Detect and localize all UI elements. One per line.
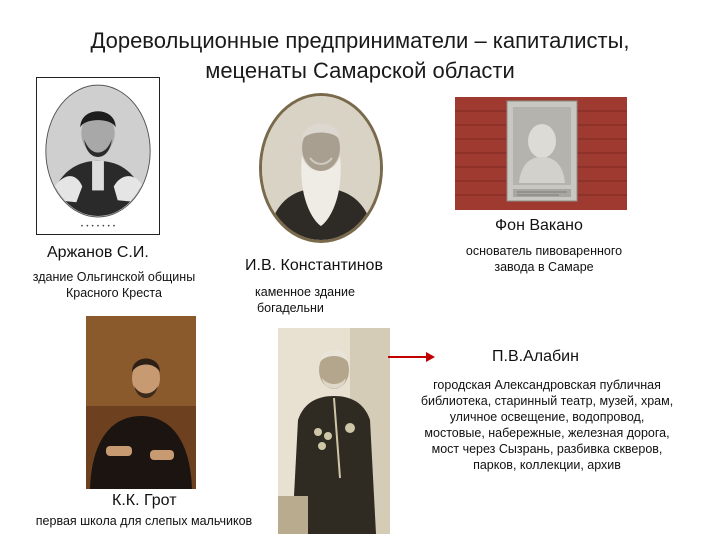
person-name-grot: К.К. Грот — [112, 492, 177, 509]
vakano-caption: основатель пивоваренного завода в Самаре — [465, 244, 623, 274]
arzhanov-photo — [36, 77, 160, 235]
slide-title-line-1: Доревольционные предприниматели – капиталисты, — [90, 28, 630, 53]
portrait-photo-icon — [37, 78, 159, 234]
arrow-right-icon — [386, 350, 436, 364]
person-name-konstantinov: И.В. Константинов — [245, 257, 383, 274]
portrait-photo-icon — [262, 96, 380, 240]
arzhanov-caption: здание Ольгинской общины Красного Креста — [32, 270, 196, 300]
slide-title-line-2: меценаты Самарской области — [205, 58, 515, 83]
person-name-vakano: Фон Вакано — [495, 217, 583, 234]
alabin-caption: городская Александровская публичная библиотека, старинный театр, музей, храм, уличное освещение, водопровод, мостовые, набережные, железная дорога, мост через Сызрань, разбивка скверов, парков, коллекции, архив — [420, 378, 674, 472]
alabin-photo — [278, 328, 390, 534]
portrait-photo-icon — [278, 328, 390, 534]
vakano-plaque-photo — [455, 97, 627, 210]
konstantinov-caption: каменное здание богадельни — [255, 285, 355, 315]
portrait-photo-icon — [86, 316, 196, 489]
grot-photo — [86, 316, 196, 489]
konstantinov-photo — [259, 93, 383, 243]
person-name-arzhanov: Аржанов С.И. — [47, 244, 149, 261]
svg-text:• • • • • • •: • • • • • • • — [80, 223, 116, 230]
grot-caption: первая школа для слепых мальчиков — [35, 514, 253, 528]
memorial-plaque-icon — [455, 97, 627, 210]
person-name-alabin: П.В.Алабин — [492, 348, 579, 365]
